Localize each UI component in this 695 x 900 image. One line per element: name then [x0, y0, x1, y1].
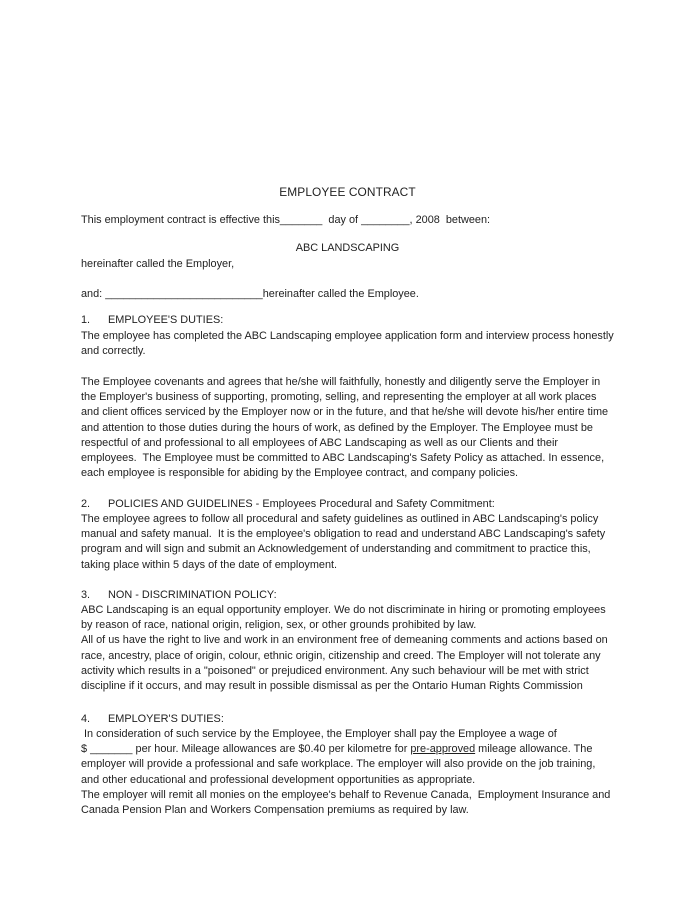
employee-designation-line: and: __________________________hereinafter called the Employee.: [81, 288, 419, 300]
text-line: employer will provide a professional and safe workplace. The employer will also provide on the job training,: [81, 758, 596, 771]
section-4-heading: [81, 712, 661, 727]
text-line: The employee has completed the ABC Landscaping employee application form and interview process honestly: [81, 330, 614, 342]
effective-date-block: [81, 213, 661, 228]
wage-line: [81, 742, 661, 757]
section-2-number: 2.: [81, 498, 91, 510]
text-line: The employee agrees to follow all procedural and safety guidelines as outlined in ABC Landscaping's policy: [81, 513, 599, 525]
section-2-heading: [81, 497, 661, 512]
section-4-heading-text: EMPLOYER'S DUTIES:: [108, 713, 224, 725]
text-line: race, ancestry, place of origin, colour, ethnic origin, citizenship and creed. The Employer will not tolerate any: [81, 649, 601, 662]
effective-date-line: This employment contract is effective this_______ day of ________, 2008 between:: [81, 214, 491, 226]
text-line: Canada Pension Plan and Workers Compensation premiums as required by law.: [81, 803, 469, 816]
text-line: and client offices serviced by the Employer now or in the future, and that he/she will devote his/her entire time: [81, 406, 609, 419]
section-1-heading: [81, 313, 661, 328]
text-line: the Employer's business of supporting, promoting, selling, and representing the employer at all work places: [81, 391, 597, 404]
section-4-number: 4.: [81, 713, 91, 725]
section-3-number: 3.: [81, 589, 91, 601]
employer-designation-line: hereinafter called the Employer,: [81, 258, 235, 270]
text-line: respectful of and professional to all employees of ABC Landscaping as well as our Clients and their: [81, 436, 559, 449]
document-title: EMPLOYEE CONTRACT: [279, 185, 416, 199]
text-line: All of us have the right to live and work in an environment free of demeaning comments and actions based on: [81, 634, 608, 647]
section-3-heading: [81, 588, 661, 603]
text-line: discipline if it occurs, and may result in possible dismissal as per the Ontario Human Rights Commission: [81, 679, 583, 692]
text-line: and correctly.: [81, 345, 146, 358]
section-3-heading-text: NON - DISCRIMINATION POLICY:: [108, 589, 277, 601]
section-4-paragraph: [81, 727, 661, 818]
section-3-paragraph: [81, 603, 661, 694]
section-1-heading-text: EMPLOYEE'S DUTIES:: [108, 314, 224, 326]
text-line: manual and safety manual. It is the employee's obligation to read and understand ABC Landscaping's safety: [81, 528, 606, 541]
text-line: and attention to those duties during the hours of work, as defined by the Employer. The Employee must be: [81, 421, 593, 434]
section-3-heading-block: [81, 588, 661, 603]
wage-line-after: mileage allowance. The: [475, 743, 593, 756]
text-line: The employer will remit all monies on the employee's behalf to Revenue Canada, Employment Insurance and: [81, 788, 611, 801]
text-line: ABC Landscaping is an equal opportunity employer. We do not discriminate in hiring or promoting employees: [81, 604, 606, 616]
section-2-paragraph: [81, 512, 661, 573]
section-1-paragraph-2: [81, 375, 661, 481]
section-2-heading-block: [81, 497, 661, 512]
employer-designation-block: [81, 257, 661, 272]
text-line: taking place within 5 days of the date of employment.: [81, 558, 338, 571]
text-line: each employee is responsible for abiding by the Employee contract, and company policies.: [81, 467, 519, 480]
text-line: In consideration of such service by the Employee, the Employer shall pay the Employee a wage of: [81, 728, 557, 740]
text-line: program and will sign and submit an Acknowledgement of understanding and commitment to practice this,: [81, 543, 591, 556]
section-1-number: 1.: [81, 314, 91, 326]
text-line: The Employee covenants and agrees that he/she will faithfully, honestly and diligently serve the Employer in: [81, 376, 601, 388]
text-line: and other educational and professional development opportunities as appropriate.: [81, 773, 476, 786]
company-name: ABC LANDSCAPING: [295, 242, 400, 254]
text-line: employees. The Employee must be committed to ABC Landscaping's Safety Policy as attached. In essence,: [81, 451, 605, 464]
wage-line-before: $ _______ per hour. Mileage allowances are $0.40 per kilometre for: [81, 743, 411, 756]
company-name-block: [0, 241, 695, 256]
employee-designation-block: [81, 287, 661, 302]
section-1-paragraph-1: [81, 329, 661, 359]
text-line: by reason of race, national origin, religion, sex, or other grounds prohibited by law.: [81, 619, 477, 632]
document-title-block: [0, 185, 695, 200]
wage-line-underlined: pre-approved: [410, 743, 476, 756]
section-1-heading-block: [81, 313, 661, 328]
text-line: activity which results in a "poisoned" or prejudiced environment. Any such behaviour will be met with strict: [81, 664, 589, 677]
section-4-heading-block: [81, 712, 661, 727]
section-2-heading-text: POLICIES AND GUIDELINES - Employees Procedural and Safety Commitment:: [108, 498, 495, 510]
